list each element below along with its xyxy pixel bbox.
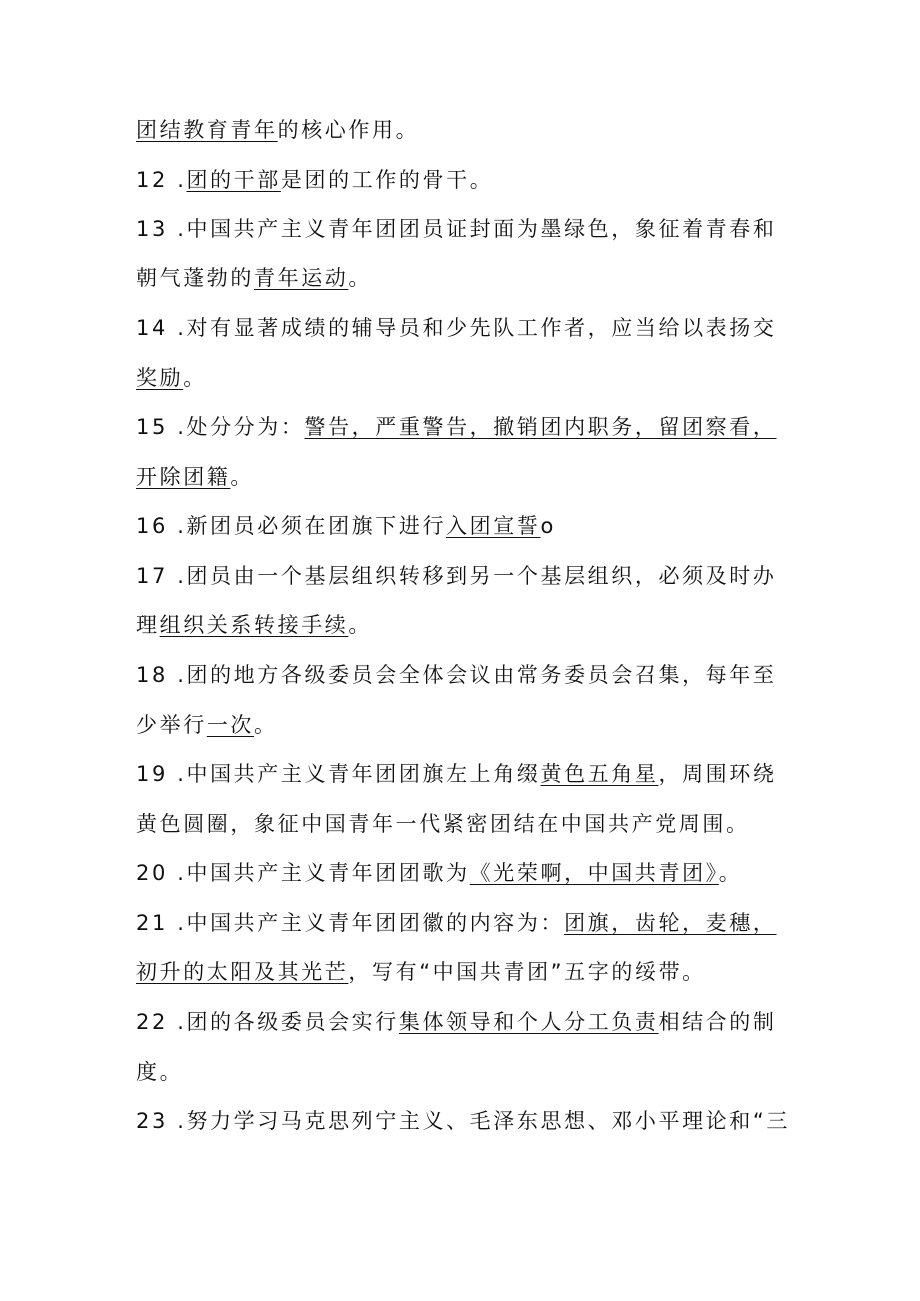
text-line [136, 710, 796, 740]
text-segment: 黄色圆圈，象征中国青年一代紧密团结在中国共产党周围。 [136, 812, 750, 836]
text-segment: 。 [348, 266, 373, 290]
text-line [136, 165, 796, 195]
underlined-answer: 开除团籍 [136, 465, 231, 489]
text-segment: o [540, 514, 556, 538]
underlined-answer: 初升的太阳及其光芒 [136, 960, 349, 984]
text-line [136, 412, 796, 442]
text-segment: 的核心作用。 [277, 118, 420, 142]
text-segment: 20 .中国共产主义青年团团歌为 [136, 861, 470, 885]
underlined-answer: 入团宣誓 [446, 514, 541, 538]
text-segment: 18 .团的地方各级委员会全体会议由常务委员会召集，每年至 [136, 663, 777, 687]
text-segment: 15 .处分分为： [136, 415, 305, 439]
text-line [136, 1057, 796, 1087]
text-segment: 22 .团的各级委员会实行 [136, 1010, 399, 1034]
text-segment: ，周围环绕 [658, 762, 777, 786]
text-line [136, 263, 796, 293]
text-line [136, 610, 796, 640]
text-segment: 理 [136, 613, 160, 637]
underlined-answer: 一次 [206, 713, 255, 737]
underlined-answer: 集体领导和个人分工负责 [398, 1010, 659, 1034]
text-line [136, 313, 796, 343]
text-line [136, 363, 796, 393]
text-segment: 。 [183, 366, 207, 390]
text-segment: 16 .新团员必须在团旗下进行 [136, 514, 447, 538]
underlined-answer: 团的干部 [186, 168, 281, 192]
text-segment: 。 [718, 861, 743, 885]
text-line [136, 908, 796, 938]
text-line [136, 115, 796, 145]
underlined-answer: 《光荣啊，中国共青团》 [469, 861, 719, 885]
text-segment: 。 [348, 613, 373, 637]
item-number: 12 . [136, 168, 187, 192]
text-segment: 13 .中国共产主义青年团团员证封面为墨绿色，象征着青春和 [136, 217, 777, 241]
text-segment: 14 .对有显著成绩的辅导员和少先队工作者，应当给以表扬交 [136, 316, 777, 340]
text-segment: 。 [230, 465, 255, 489]
text-segment: 相结合的制 [658, 1010, 777, 1034]
text-line [136, 1106, 796, 1136]
text-line [136, 858, 796, 888]
text-segment: 度。 [136, 1060, 184, 1084]
text-segment: 是团的工作的骨干。 [280, 168, 494, 192]
text-segment: ，写有“中国共青团”五字的绥带。 [348, 960, 706, 984]
text-line [136, 214, 796, 244]
text-line [136, 660, 796, 690]
text-segment: 23 .努力学习马克思列宁主义、毛泽东思想、邓小平理论和“三 [136, 1109, 790, 1133]
underlined-answer: 奖励 [136, 366, 184, 390]
underlined-answer: 团旗，齿轮，麦穗， [564, 911, 777, 935]
text-line [136, 809, 796, 839]
text-segment: 朝气蓬勃的 [136, 266, 254, 290]
text-segment: 21 .中国共产主义青年团团徽的内容为： [136, 911, 565, 935]
text-segment: 19 .中国共产主义青年团团旗左上角缀 [136, 762, 541, 786]
underlined-answer: 团结教育青年 [136, 118, 278, 142]
underlined-answer: 警告，严重警告，撤销团内职务，留团察看， [304, 415, 777, 439]
underlined-answer: 黄色五角星 [540, 762, 659, 786]
text-line [136, 1007, 796, 1037]
text-line [136, 462, 796, 492]
underlined-answer: 组织关系转接手续 [159, 613, 349, 637]
text-line [136, 957, 796, 987]
text-segment: 少举行 [136, 713, 207, 737]
text-segment: 。 [254, 713, 278, 737]
underlined-answer: 青年运动 [254, 266, 349, 290]
text-line [136, 511, 796, 541]
text-line [136, 561, 796, 591]
text-segment: 17 .团员由一个基层组织转移到另一个基层组织，必须及时办 [136, 564, 777, 588]
text-line [136, 759, 796, 789]
